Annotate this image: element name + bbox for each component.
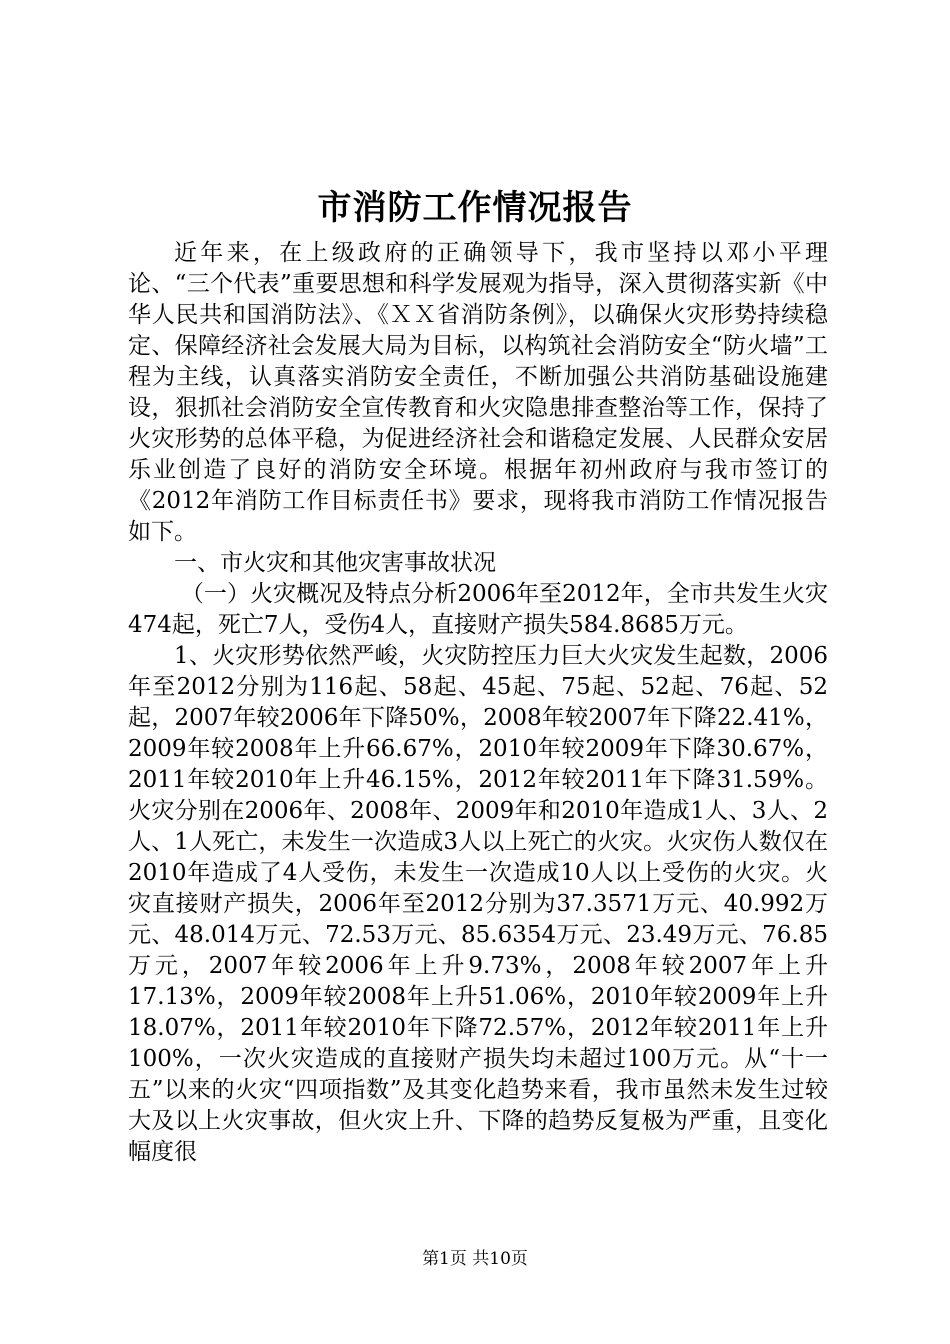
paragraph-fire-trend: 1、火灾形势依然严峻，火灾防控压力巨大火灾发生起数，2006年至2012分别为116起、58起、45起、75起、52起、76起、52起，2007年较2006年下降50%，2008年较2007年下降22.41%，2009年较2008年上升66.67%，2010年较2009年下降30.67%，2011年较2010年上升46.15%，2012年较2011年下降31.59%。火灾分别在2006年、2008年、2009年和2010年造成1人、3人、2人、1人死亡，未发生一次造成3人以上死亡的火灾。火灾伤人数仅在2010年造成了4人受伤，未发生一次造成10人以上受伤的火灾。火灾直接财产损失，2006年至2012分别为37.3571万元、40.992万元、48.014万元、72.53万元、85.6354万元、23.49万元、76.85万元，2007年较2006年上升9.73%，2008年较2007年上升17.13%，2009年较2008年上升51.06%，2010年较2009年上升18.07%，2011年较2010年下降72.57%，2012年较2011年上升100%，一次火灾造成的直接财产损失均未超过100万元。从“十一五”以来的火灾“四项指数”及其变化趋势来看，我市虽然未发生过较大及以上火灾事故，但火灾上升、下降的趋势反复极为严重，且变化幅度很 [128,643,828,1165]
document-title: 市消防工作情况报告 [317,188,633,228]
paragraph-fire-overview: （一）火灾概况及特点分析2006年至2012年，全市共发生火灾474起，死亡7人，受伤4人，直接财产损失584.8685万元。 [128,581,828,638]
page-number-footer: 第1页 共10页 [422,1249,528,1269]
document-body [128,238,828,1168]
section-heading-1: 一、市火灾和其他灾害事故状况 [174,550,496,576]
paragraph-intro: 近年来，在上级政府的正确领导下，我市坚持以邓小平理论、“三个代表”重要思想和科学发展观为指导，深入贯彻落实新《中华人民共和国消防法》、《ＸＸ省消防条例》，以确保火灾形势持续稳定、保障经济社会发展大局为目标，以构筑社会消防安全“防火墙”工程为主线，认真落实消防安全责任，不断加强公共消防基础设施建设，狠抓社会消防安全宣传教育和火灾隐患排查整治等工作，保持了火灾形势的总体平稳，为促进经济社会和谐稳定发展、人民群众安居乐业创造了良好的消防安全环境。根据年初州政府与我市签订的《2012年消防工作目标责任书》要求，现将我市消防工作情况报告如下。 [128,240,828,545]
